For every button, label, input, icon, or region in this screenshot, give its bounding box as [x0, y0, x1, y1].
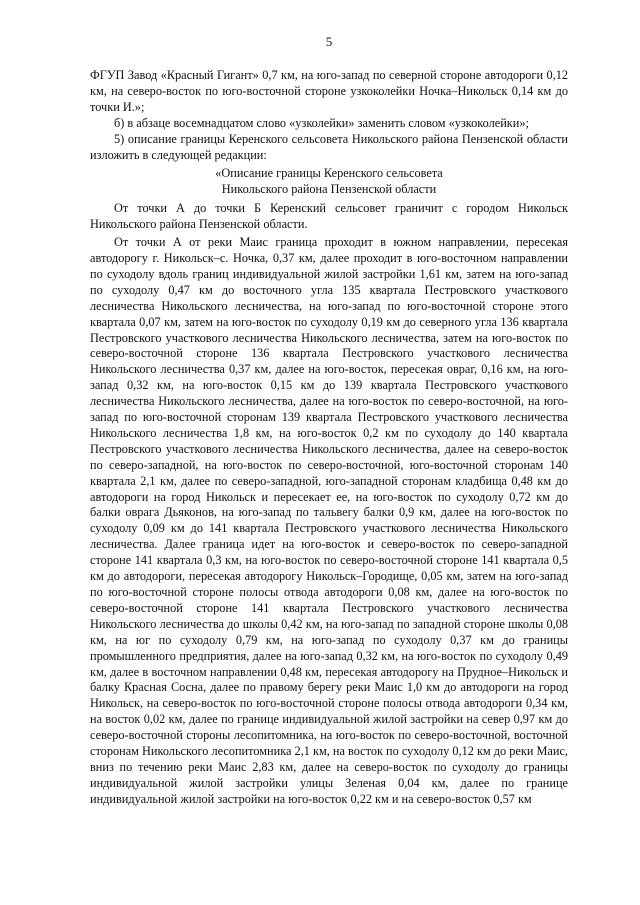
paragraph-amendment-b: б) в абзаце восемнадцатом слово «узколейки» заменить словом «узкоколейки»; — [114, 115, 529, 130]
section-title-line-1: «Описание границы Керенского сельсовета — [215, 166, 443, 181]
paragraph-boundary-description: От точки А от реки Маис граница проходит в южном направлении, пересекая автодорогу г. Никольск–с. Ночка, 0,37 км, далее проходит в юго-восточном направлении по суходолу вдоль границ индивидуальной жилой застройки 1,61 км, затем на юго-запад по суходолу 0,47 км до восточного угла 135 квартала Пестровского участкового лесничества Никольского лесничества, на юго-запад по юго-восточной стороне этого квартала 0,07 км, затем на юго-восток по суходолу 0,19 км до северного угла 136 квартала Пестровского участкового лесничества Никольского лесничества, затем на юго-восток по северо-восточной стороне 136 квартала Пестровского участкового лесничества Никольского лесничества 0,37 км, далее на юго-восток, пересекая овраг, 0,16 км, на юго-запад 0,32 км, на юго-восток 0,15 км до 139 квартала Пестровского участкового лесничества Никольского лесничества, далее на юго-восток по северо-восточной, на юго-запад по юго-восточной сторонам 139 квартала Пестровского участкового лесничества Никольского лесничества 1,8 км, на юго-восток 0,2 км по суходолу до 140 квартала Пестровского участкового лесничества Никольского лесничества, далее на северо-восток по северо-западной, на юго-восток по северо-восточной, юго-восточной сторонам 140 квартала 2,1 км, далее по северо-западной, юго-западной сторонам кладбища 0,48 км до автодороги на город Никольск и пересекает ее, на юго-восток по суходолу 0,72 км до балки оврага Дьяконов, на юго-запад по тальвегу балки 0,9 км, далее на юго-восток по суходолу 0,09 км до 141 квартала Пестровского участкового лесничества Никольского лесничества. Далее граница идет на юго-восток и северо-восток по северо-западной стороне 141 квартала 0,3 км, на юго-восток по северо-восточной стороне 141 квартала 0,5 км до автодороги, пересекая автодорогу Никольск–Городище, 0,05 км, затем на юго-запад по юго-восточной стороне полосы отвода автодороги 0,08 км, далее на юго-восток по северо-восточной стороне 141 квартала Пестровского участкового лесничества Никольского лесничества до школы 0,42 км, на юго-запад по западной стороне школы 0,08 км, на юг по суходолу 0,79 км, на юго-запад по суходолу 0,37 км до границы промышленного предприятия, далее на юго-запад 0,32 км, на юго-восток по суходолу 0,49 км, далее в восточном направлении 0,48 км, пересекая автодорогу на Прудное–Никольск и балку Красная Сосна, далее по правому берегу реки Маис 1,0 км до автодороги на город Никольск, на северо-восток по юго-восточной стороне полосы отвода автодороги 0,34 км, на восток 0,02 км, далее по границе индивидуальной жилой застройки на север 0,97 км до северо-восточной стороны лесопитомника, на юго-восток по северо-восточной, восточной сторонам Никольского лесопитомника 2,1 км, на восток по суходолу 0,12 км до реки Маис, вниз по течению реки Маис 2,83 км, далее на северо-восток по суходолу до границы индивидуальной жилой застройки улицы Зеленая 0,04 км, далее по границе индивидуальной жилой застройки на юго-восток 0,22 км и на северо-восток 0,57 км — [90, 235, 568, 806]
page-number: 5 — [325, 34, 333, 49]
section-title-line-2: Никольского района Пензенской области — [221, 182, 437, 197]
paragraph-continuation: ФГУП Завод «Красный Гигант» 0,7 км, на юго-запад по северной стороне автодороги 0,12 км, на северо-восток по юго-восточной стороне узкоколейки Ночка–Никольск 0,14 км до точки И.»; — [90, 68, 568, 114]
document-page — [90, 34, 568, 808]
paragraph-boundary-a-b: От точки А до точки Б Керенский сельсовет граничит с городом Никольск Никольского района Пензенской области. — [90, 201, 568, 232]
section-title — [90, 166, 568, 198]
paragraph-amendment-5: 5) описание границы Керенского сельсовета Никольского района Пензенской области изложить в следующей редакции: — [90, 131, 568, 162]
